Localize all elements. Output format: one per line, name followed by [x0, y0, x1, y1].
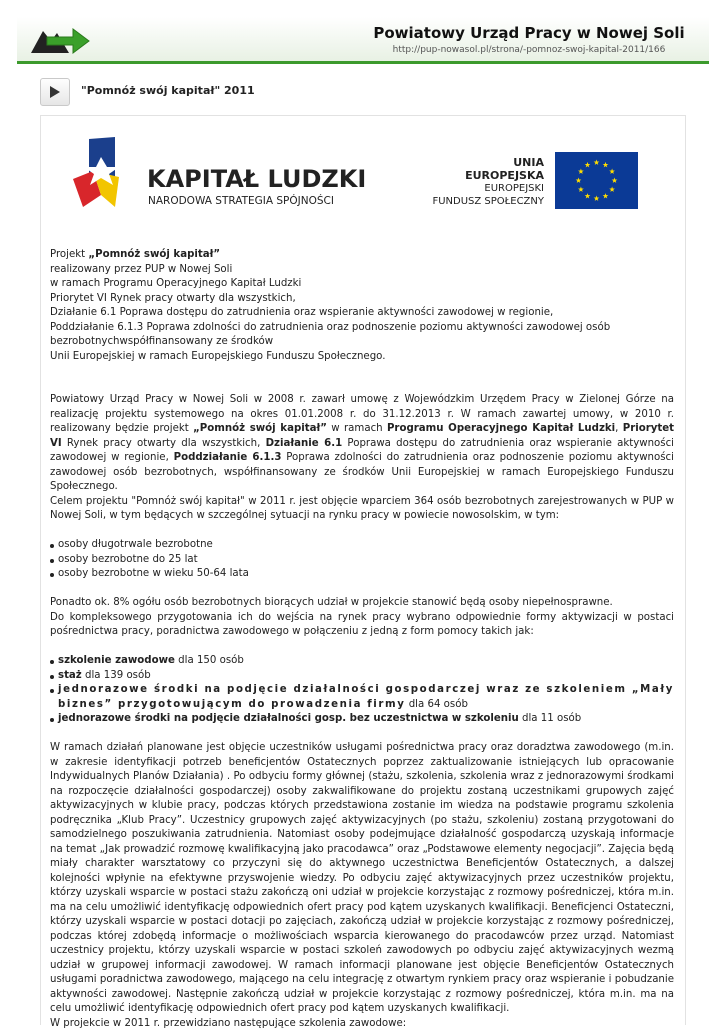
- article-title: "Pomnóż swój kapitał" 2011: [81, 84, 255, 97]
- intro-line: Poddziałanie 6.1.3 Poprawa zdolności do zatrudnienia oraz podnoszenie poziomu aktywności zawodowej osób: [50, 321, 674, 336]
- intro-line: Działanie 6.1 Poprawa dostępu do zatrudnienia oraz wspieranie aktywności zawodowej w regionie,: [50, 306, 674, 321]
- ue-line2: EUROPEJSKI: [432, 182, 544, 195]
- kl-sub-text: NARODOWA STRATEGIA SPÓJNOŚCI: [148, 195, 334, 207]
- kl-main-text: KAPITAŁ LUDZKI: [147, 165, 366, 193]
- eu-star: [609, 187, 615, 192]
- kapital-ludzki-logo: [71, 137, 341, 215]
- expand-button[interactable]: [40, 78, 70, 106]
- site-title: Powiatowy Urząd Pracy w Nowej Soli: [373, 24, 684, 42]
- paragraph-activities: W ramach działań planowane jest objęcie uczestników usługami pośrednictwa pracy oraz doradztwa zawodowego (m.in. w zakresie identyfikacji potrzeb beneficjentów Ostatecznych poprzez zaktualizowanie istniejących lub opracowanie Indywidualnych Planów Działania) . Po odbyciu formy głównej (stażu, szkolenia, szkolenia wraz z jednorazowymi środkami na rozpoczęcie działalności gospodarczej) osoby zakwalifikowane do projektu zostaną uczestnikami grupowych zajęć aktywizacyjnych w klubie pracy, podczas których przedstawiona zostanie im wiedza na podstawie programu szkolenia podręcznika „Klub Pracy”. Uczestnicy grupowych zajęć aktywizacyjnych (po stażu, szkoleniu) zostaną przygotowani do samodzielnego poszukiwania zatrudnienia. Natomiast osoby podejmujące działalność gospodarczą uzyskają informacje na temat „Jak prowadzić rozmowę kwalifikacyjną jako pracodawca” oraz „Podstawowe elementy negocjacji”. Zajęcia będą miały charakter warsztatowy co przyczyni się do aktywnego uczestnictwa Beneficjentów Ostatecznych, a dalszej kolejności wpłynie na efektywne przyswojenie wiedzy. Po odbyciu zajęć aktywizacyjnych przez uczestników projektu, którzy uzyskali wsparcie w postaci stażu zakończą oni udział w projekcie korzystając z rozmowy pośredniczej, która m.in. ma na celu umożliwić identyfikację odpowiednich ofert pracy pod kątem uzyskanych kwalifikacji. Beneficjenci Ostateczni, którzy uzyskali wsparcie w postaci dotacji po zajęciach, zakończą udział w projekcie korzystając z rozmowy pośredniczej, podczas której zdobędą informacje o możliwościach wsparcia kierowanego do pracodawców przez urząd. Natomiast uczestnicy projektu, którzy uzyskali wsparcie w postaci szkoleń zawodowych po odbyciu zajęć aktywizacyjnych wezmą udział w grupowej informacji zawodowej. W ramach informacji planowane jest objęcie Beneficjentów Ostatecznych usługami poradnictwa zawodowego, mającego na celu integrację z otwartym rynkiem pracy oraz wspieranie i pobudzanie aktywności zawodowej. Następnie zakończą udział w projekcie korzystając z rozmowy pośredniczej, która m.in. ma na celu umożliwić identyfikację odpowiednich ofert pracy pod kątem uzyskanych kwalifikacji.: [50, 741, 674, 1017]
- kapital-ludzki-emblem-icon: [71, 137, 131, 213]
- ue-line3: FUNDUSZ SPOŁECZNY: [432, 195, 544, 208]
- eu-star: [603, 193, 609, 198]
- play-arrow-icon: [49, 85, 61, 99]
- intro-line: bezrobotnychwspółfinansowany ze środków: [50, 335, 674, 350]
- list-item: szkolenie zawodowe dla 150 osób: [50, 654, 674, 669]
- page-header: [17, 17, 709, 64]
- eu-star: [594, 160, 600, 165]
- list-item: jednorazowe środki na podjęcie działalności gospodarczej wraz ze szkoleniem „Mały biznes” przygotowującym do prowadzenia firmy dla 64 osób: [50, 683, 674, 712]
- project-name: „Pomnóż swój kapitał”: [88, 249, 220, 260]
- eu-star: [578, 187, 584, 192]
- eu-star: [609, 169, 615, 174]
- intro-line: Priorytet VI Rynek pracy otwarty dla wszystkich,: [50, 292, 674, 307]
- eu-star: [585, 162, 591, 167]
- list-item: staż dla 139 osób: [50, 669, 674, 684]
- intro-line: w ramach Programu Operacyjnego Kapitał Ludzki: [50, 277, 674, 292]
- paragraph-agreement: Powiatowy Urząd Pracy w Nowej Soli w 2008 r. zawarł umowę z Wojewódzkim Urzędem Pracy w Zielonej Górze na realizację projektu systemowego na okres 01.01.2008 r. do 31.12.2013 r. W ramach zawartej umowy, w 2010 r. realizowany będzie projekt „Pomnóż swój kapitał” w ramach Programu Operacyjnego Kapitał Ludzki, Priorytet VI Rynek pracy otwarty dla wszystkich, Działanie 6.1 Poprawa dostępu do zatrudnienia oraz wspieranie aktywności zawodowej w regionie, Poddziałanie 6.1.3 Poprawa zdolności do zatrudnienia oraz podnoszenie poziomu aktywności zawodowej osób bezrobotnych, współfinansowany ze środków Unii Europejskiej w ramach Europejskiego Funduszu Społecznego.: [50, 393, 674, 495]
- intro-line: realizowany przez PUP w Nowej Soli: [50, 263, 674, 278]
- eu-star: [603, 162, 609, 167]
- pup-logo-icon: [29, 23, 91, 55]
- paragraph-disabled: Ponadto ok. 8% ogółu osób bezrobotnych biorących udział w projekcie stanowić będą osoby niepełnosprawne.: [50, 596, 674, 611]
- list-item: osoby bezrobotne w wieku 50-64 lata: [50, 567, 674, 582]
- intro-line: Projekt „Pomnóż swój kapitał”: [50, 248, 674, 263]
- eu-stars-icon: [555, 152, 638, 209]
- list-item: osoby długotrwale bezrobotne: [50, 538, 674, 553]
- eu-logo: [432, 150, 642, 212]
- article-content: [50, 248, 674, 1031]
- paragraph-goal: Celem projektu "Pomnóż swój kapitał" w 2011 r. jest objęcie wparciem 364 osób bezrobotnych zarejestrowanych w PUP w Nowej Soli, w tym będących w szczególnej sytuacji na rynku pracy w powiecie nowosolskim, w tym:: [50, 495, 674, 524]
- ue-line1: UNIA EUROPEJSKA: [432, 156, 544, 182]
- intro-line: Unii Europejskiej w ramach Europejskiego Funduszu Społecznego.: [50, 350, 674, 365]
- list-item: osoby bezrobotne do 25 lat: [50, 553, 674, 568]
- eu-star: [578, 169, 584, 174]
- eu-flag: [555, 152, 638, 209]
- list-item: jednorazowe środki na podjęcie działalności gosp. bez uczestnictwa w szkoleniu dla 11 osób: [50, 712, 674, 727]
- eu-star: [576, 178, 582, 183]
- eu-star: [612, 178, 618, 183]
- article-header: [40, 78, 685, 106]
- paragraph-trainings: W projekcie w 2011 r. przewidziano następujące szkolenia zawodowe:: [50, 1017, 674, 1031]
- site-url[interactable]: http://pup-nowasol.pl/strona/-pomnoz-swoj-kapital-2011/166: [393, 45, 666, 55]
- target-groups-list: [50, 538, 674, 582]
- eu-star: [594, 196, 600, 201]
- paragraph-forms-intro: Do kompleksowego przygotowania ich do wejścia na rynek pracy wybrano odpowiednie formy aktywizacji w postaci pośrednictwa pracy, poradnictwa zawodowego w połączeniu z jedną z form pomocy takich jak:: [50, 611, 674, 640]
- support-forms-list: [50, 654, 674, 727]
- eu-star: [585, 193, 591, 198]
